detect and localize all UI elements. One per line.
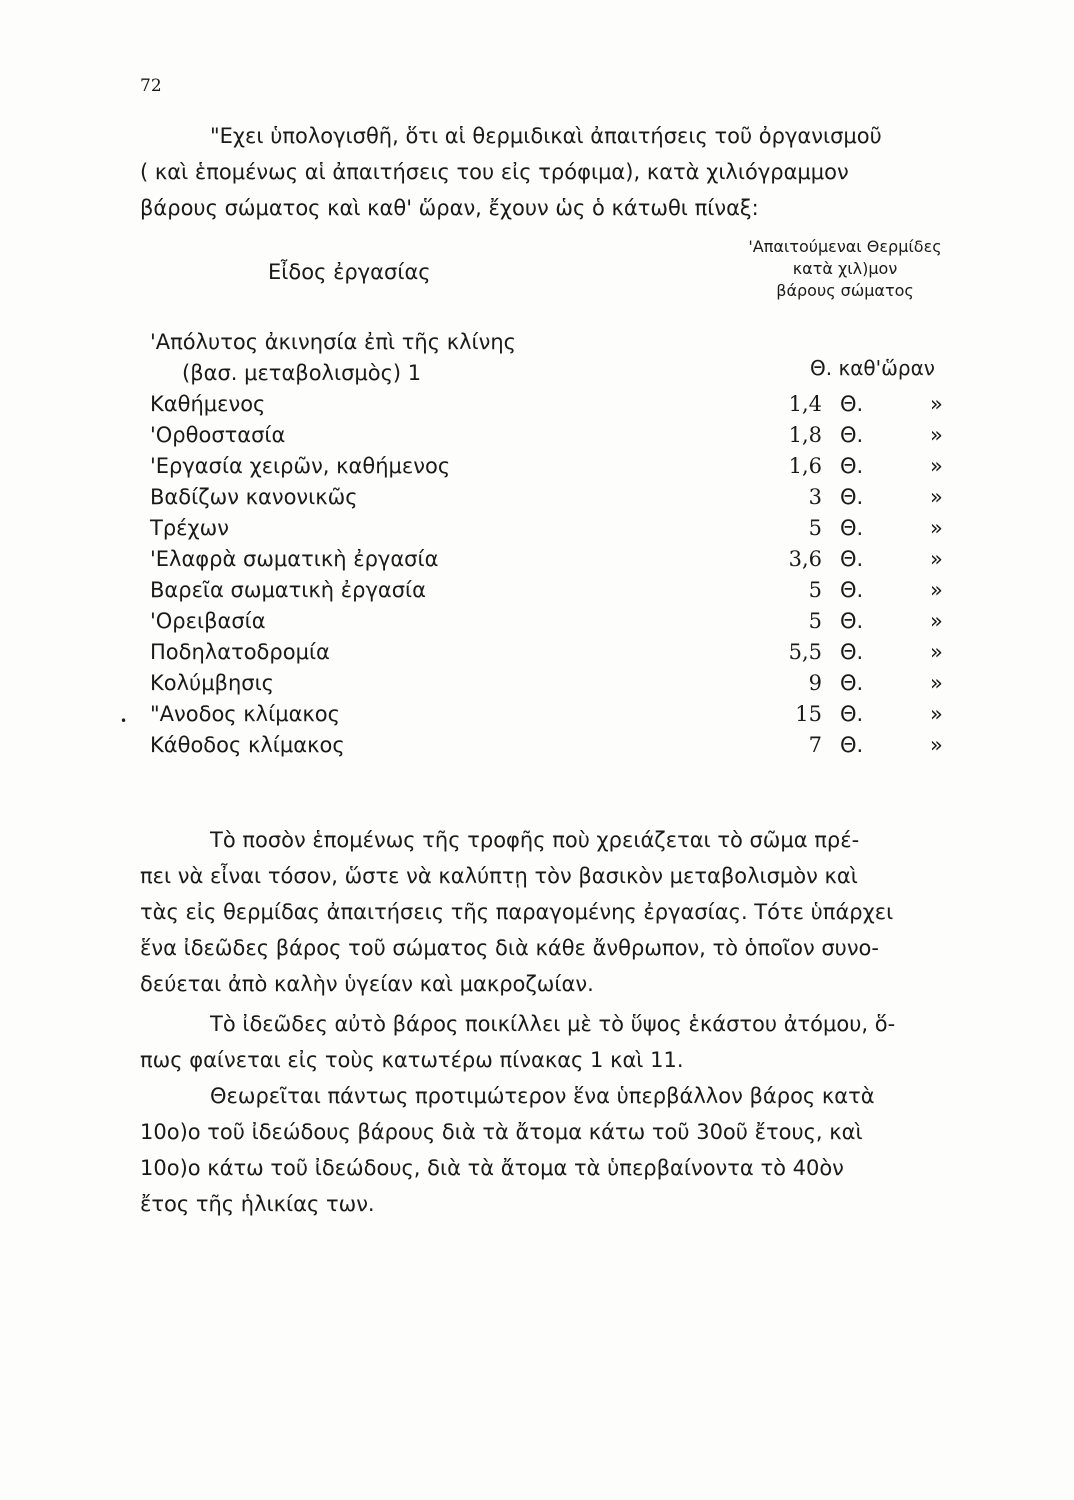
table-row	[150, 423, 980, 454]
calorie-unit: Θ.	[840, 485, 864, 509]
ditto-mark: »	[930, 392, 943, 416]
activity-name: Βαρεῖα σωματικὴ ἐργασία	[150, 578, 426, 602]
activity-name: 'Ορειβασία	[150, 609, 266, 633]
calorie-unit: Θ.	[840, 609, 864, 633]
activity-name: 'Ελαφρὰ σωματικὴ ἐργασία	[150, 547, 439, 571]
text-line: Τὸ ἰδεῶδες αὐτὸ βάρος ποικίλλει μὲ τὸ ὕψος ἑκάστου ἀτόμου, ὅ-	[210, 1012, 896, 1036]
text-line: βάρους σώματος καὶ καθ' ὥραν, ἔχουν ὡς ὁ κάτωθι πίναξ:	[140, 196, 759, 220]
ditto-mark: »	[930, 671, 943, 695]
activity-name: 'Απόλυτος ἀκινησία ἐπὶ τῆς κλίνης	[150, 330, 517, 354]
table-header-calories	[710, 236, 980, 302]
unit-header: Θ. καθ'ὥραν	[810, 356, 935, 380]
header-line: κατὰ χιλ)μον	[792, 259, 898, 278]
body-paragraph	[140, 1006, 970, 1078]
calorie-value: 5,5	[788, 640, 822, 664]
activity-name: (βασ. μεταβολισμὸς) 1	[182, 361, 422, 385]
calorie-unit: Θ.	[840, 578, 864, 602]
activity-name: "Ανοδος κλίμακος	[150, 702, 340, 726]
ditto-mark: »	[930, 485, 943, 509]
bullet-mark: •	[120, 714, 128, 728]
text-line: Θεωρεῖται πάντως προτιμώτερον ἕνα ὑπερβάλλον βάρος κατὰ	[210, 1084, 875, 1108]
calorie-value: 5	[808, 609, 822, 633]
activity-name: Βαδίζων κανονικῶς	[150, 485, 358, 509]
activity-name: 'Ορθοστασία	[150, 423, 286, 447]
calorie-value: 1,8	[788, 423, 822, 447]
ditto-mark: »	[930, 423, 943, 447]
text-line: "Εχει ὑπολογισθῆ, ὅτι αἱ θερμιδικαὶ ἀπαιτήσεις τοῦ ὀργανισμοῦ	[210, 124, 882, 148]
table-row	[150, 547, 980, 578]
activity-name: Καθήμενος	[150, 392, 266, 416]
ditto-mark: »	[930, 547, 943, 571]
ditto-mark: »	[930, 578, 943, 602]
calorie-unit: Θ.	[840, 702, 864, 726]
table-row	[150, 733, 980, 764]
text-line: πει νὰ εἶναι τόσον, ὥστε νὰ καλύπτῃ τὸν βασικὸν μεταβολισμὸν καὶ	[140, 864, 858, 888]
activity-name: Ποδηλατοδρομία	[150, 640, 330, 664]
calorie-unit: Θ.	[840, 423, 864, 447]
text-line: δεύεται ἀπὸ καλὴν ὑγείαν καὶ μακροζωίαν.	[140, 972, 594, 996]
header-line: 'Απαιτούμεναι Θερμίδες	[748, 237, 942, 256]
table-row	[150, 361, 980, 392]
calorie-value: 5	[808, 578, 822, 602]
text-line: 10ο)ο κάτω τοῦ ἰδεώδους, διὰ τὰ ἄτομα τὰ ὑπερβαίνοντα τὸ 40ὸν	[140, 1156, 844, 1180]
activity-name: Κάθοδος κλίμακος	[150, 733, 345, 757]
ditto-mark: »	[930, 516, 943, 540]
calorie-value: 3	[808, 485, 822, 509]
text-line: 10ο)ο τοῦ ἰδεώδους βάρους διὰ τὰ ἄτομα κάτω τοῦ 30οῦ ἔτους, καὶ	[140, 1120, 863, 1144]
table-row	[150, 671, 980, 702]
activity-name: Κολύμβησις	[150, 671, 275, 695]
calorie-unit: Θ.	[840, 392, 864, 416]
body-paragraph	[140, 1078, 970, 1222]
table-row	[150, 392, 980, 423]
body-paragraph	[140, 822, 970, 1002]
ditto-mark: »	[930, 640, 943, 664]
calorie-value: 5	[808, 516, 822, 540]
calorie-value: 9	[808, 671, 822, 695]
table-row	[150, 702, 980, 733]
text-line: ἕνα ἰδεῶδες βάρος τοῦ σώματος διὰ κάθε ἄνθρωπον, τὸ ὁποῖον συνο-	[140, 936, 879, 960]
text-line: πως φαίνεται εἰς τοὺς κατωτέρω πίνακας 1 καὶ 11.	[140, 1048, 684, 1072]
header-line: βάρους σώματος	[776, 281, 914, 300]
ditto-mark: »	[930, 702, 943, 726]
table-row	[150, 578, 980, 609]
page-number: 72	[140, 76, 162, 96]
calorie-value: 15	[795, 702, 822, 726]
calorie-value: 7	[808, 733, 822, 757]
ditto-mark: »	[930, 733, 943, 757]
calorie-unit: Θ.	[840, 454, 864, 478]
table-row	[150, 485, 980, 516]
calorie-value: 3,6	[788, 547, 822, 571]
calorie-unit: Θ.	[840, 547, 864, 571]
calorie-value: 1,6	[788, 454, 822, 478]
ditto-mark: »	[930, 609, 943, 633]
calorie-unit: Θ.	[840, 671, 864, 695]
ditto-mark: »	[930, 454, 943, 478]
text-line: ( καὶ ἑπομένως αἱ ἀπαιτήσεις του εἰς τρόφιμα), κατὰ χιλιόγραμμον	[140, 160, 849, 184]
table-row	[150, 330, 980, 361]
table-row	[150, 516, 980, 547]
calorie-unit: Θ.	[840, 733, 864, 757]
table-header-activity: Εἶδος ἐργασίας	[268, 260, 431, 284]
calorie-unit: Θ.	[840, 640, 864, 664]
calorie-value: 1,4	[788, 392, 822, 416]
text-line: ἔτος τῆς ἡλικίας των.	[140, 1192, 375, 1216]
table-row	[150, 609, 980, 640]
calorie-table	[150, 330, 980, 764]
text-line: Τὸ ποσὸν ἑπομένως τῆς τροφῆς ποὺ χρειάζεται τὸ σῶμα πρέ-	[210, 828, 860, 852]
table-row	[150, 640, 980, 671]
text-line: τὰς εἰς θερμίδας ἀπαιτήσεις τῆς παραγομένης ἐργασίας. Τότε ὑπάρχει	[140, 900, 894, 924]
activity-name: 'Εργασία χειρῶν, καθήμενος	[150, 454, 451, 478]
intro-paragraph	[140, 118, 970, 226]
activity-name: Τρέχων	[150, 516, 229, 540]
table-row	[150, 454, 980, 485]
calorie-unit: Θ.	[840, 516, 864, 540]
